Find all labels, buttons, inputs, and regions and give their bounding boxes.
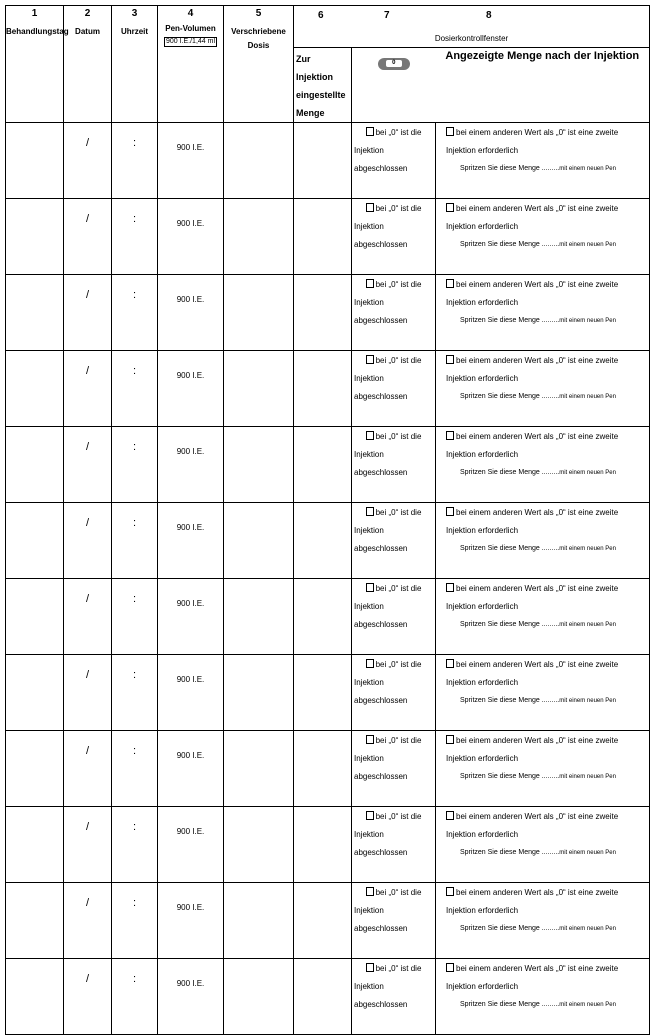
pen-volume-cell — [158, 959, 224, 1035]
col8-line3a: Spritzen Sie diese Menge ......... — [460, 241, 560, 248]
col7-line3: abgeschlossen — [354, 772, 408, 781]
time-cell[interactable] — [112, 123, 158, 199]
second-injection-checkbox[interactable] — [446, 355, 454, 364]
second-injection-checkbox[interactable] — [446, 659, 454, 668]
col7-line2: Injektion — [354, 678, 384, 687]
date-separator: / — [85, 441, 90, 453]
injection-complete-checkbox[interactable] — [366, 659, 374, 668]
treatment-day-cell[interactable] — [6, 199, 64, 275]
prescribed-dose-cell[interactable] — [224, 579, 294, 655]
table-row — [6, 807, 650, 883]
injection-complete-cell — [352, 959, 436, 1035]
col8-line1: bei einem anderen Wert als „0“ ist eine zweite — [456, 660, 619, 669]
pen-volume-value: 900 I.E. — [176, 599, 205, 608]
col8-line2: Injektion erforderlich — [446, 222, 519, 231]
injection-complete-checkbox[interactable] — [366, 963, 374, 972]
injection-complete-cell — [352, 351, 436, 427]
col8-line2: Injektion erforderlich — [446, 678, 519, 687]
time-cell[interactable] — [112, 579, 158, 655]
col8-line3b: mit einem neuen Pen — [559, 622, 616, 628]
pen-volume-value: 900 I.E. — [176, 827, 205, 836]
date-separator: / — [85, 365, 90, 377]
date-cell[interactable] — [64, 275, 112, 351]
prescribed-dose-cell[interactable] — [224, 275, 294, 351]
second-injection-cell — [436, 731, 650, 807]
treatment-day-cell[interactable] — [6, 655, 64, 731]
treatment-day-cell[interactable] — [6, 807, 64, 883]
treatment-day-cell[interactable] — [6, 503, 64, 579]
second-injection-checkbox[interactable] — [446, 887, 454, 896]
table-row — [6, 579, 650, 655]
set-amount-cell[interactable] — [294, 503, 352, 579]
date-cell[interactable] — [64, 199, 112, 275]
injection-complete-cell — [352, 427, 436, 503]
injection-complete-cell — [352, 731, 436, 807]
col8-line3b: mit einem neuen Pen — [559, 774, 616, 780]
second-injection-checkbox[interactable] — [446, 127, 454, 136]
pen-volume-value: 900 I.E. — [176, 979, 205, 988]
col7-line3: abgeschlossen — [354, 696, 408, 705]
col7-line3: abgeschlossen — [354, 924, 408, 933]
col3-label: Uhrzeit — [120, 27, 149, 36]
pen-window-value: 0 — [386, 60, 402, 67]
pen-volume-cell — [158, 807, 224, 883]
pen-volume-value: 900 I.E. — [176, 219, 205, 228]
col7-line1: bei „0“ ist die — [375, 432, 422, 441]
col7-line1: bei „0“ ist die — [375, 888, 422, 897]
col7-line1: bei „0“ ist die — [375, 736, 422, 745]
header-dosier-group — [294, 6, 650, 48]
pen-volume-value: 900 I.E. — [176, 295, 205, 304]
col4-number: 4 — [187, 8, 194, 19]
col7-line1: bei „0“ ist die — [375, 812, 422, 821]
injection-complete-checkbox[interactable] — [366, 355, 374, 364]
col8-line3a: Spritzen Sie diese Menge ......... — [460, 697, 560, 704]
table-row — [6, 351, 650, 427]
col7-line3: abgeschlossen — [354, 1000, 408, 1009]
prescribed-dose-cell[interactable] — [224, 123, 294, 199]
second-injection-checkbox[interactable] — [446, 583, 454, 592]
time-cell[interactable] — [112, 731, 158, 807]
col8-line2: Injektion erforderlich — [446, 982, 519, 991]
date-cell[interactable] — [64, 807, 112, 883]
time-separator: : — [132, 669, 137, 681]
col8-line3a: Spritzen Sie diese Menge ......... — [460, 469, 560, 476]
time-cell[interactable] — [112, 959, 158, 1035]
pen-volume-cell — [158, 123, 224, 199]
log-rows — [6, 123, 650, 1035]
col8-line1: bei einem anderen Wert als „0“ ist eine zweite — [456, 128, 619, 137]
date-cell[interactable] — [64, 579, 112, 655]
injection-complete-checkbox[interactable] — [366, 127, 374, 136]
col8-line1: bei einem anderen Wert als „0“ ist eine zweite — [456, 736, 619, 745]
time-cell[interactable] — [112, 807, 158, 883]
date-cell[interactable] — [64, 427, 112, 503]
col1-number: 1 — [31, 8, 38, 19]
date-separator: / — [85, 137, 90, 149]
header-col8-shown — [436, 48, 650, 123]
treatment-day-cell[interactable] — [6, 351, 64, 427]
pen-volume-value: 900 I.E. — [176, 143, 205, 152]
injection-complete-cell — [352, 807, 436, 883]
table-row — [6, 883, 650, 959]
time-cell[interactable] — [112, 351, 158, 427]
col8-line2: Injektion erforderlich — [446, 602, 519, 611]
col7-line3: abgeschlossen — [354, 620, 408, 629]
col7-line2: Injektion — [354, 374, 384, 383]
injection-complete-cell — [352, 579, 436, 655]
col8-line3a: Spritzen Sie diese Menge ......... — [460, 1001, 560, 1008]
set-amount-cell[interactable] — [294, 275, 352, 351]
header-col4 — [158, 6, 224, 123]
time-separator: : — [132, 365, 137, 377]
second-injection-checkbox[interactable] — [446, 279, 454, 288]
second-injection-checkbox[interactable] — [446, 431, 454, 440]
header-col6-sub — [294, 48, 352, 123]
col8-line3b: mit einem neuen Pen — [559, 470, 616, 476]
pen-volume-cell — [158, 579, 224, 655]
col8-line3b: mit einem neuen Pen — [559, 166, 616, 172]
col1-label: Behandlungstag — [6, 27, 69, 36]
col7-number: 7 — [384, 10, 390, 21]
col8-line3a: Spritzen Sie diese Menge ......... — [460, 773, 560, 780]
table-row — [6, 123, 650, 199]
treatment-day-cell[interactable] — [6, 731, 64, 807]
date-separator: / — [85, 289, 90, 301]
injection-complete-cell — [352, 883, 436, 959]
date-separator: / — [85, 517, 90, 529]
col7-line2: Injektion — [354, 526, 384, 535]
date-separator: / — [85, 213, 90, 225]
pen-dose-window-icon — [378, 58, 410, 70]
col7-line1: bei „0“ ist die — [375, 356, 422, 365]
col8-line1: bei einem anderen Wert als „0“ ist eine zweite — [456, 432, 619, 441]
table-row — [6, 199, 650, 275]
col8-line1: bei einem anderen Wert als „0“ ist eine zweite — [456, 508, 619, 517]
date-cell[interactable] — [64, 351, 112, 427]
time-separator: : — [132, 897, 137, 909]
date-cell[interactable] — [64, 655, 112, 731]
time-separator: : — [132, 213, 137, 225]
col8-line3b: mit einem neuen Pen — [559, 318, 616, 324]
col8-line3a: Spritzen Sie diese Menge ......... — [460, 317, 560, 324]
table-row — [6, 959, 650, 1035]
pen-volume-box: 900 I.E./1,44 ml — [165, 38, 216, 45]
injection-complete-checkbox[interactable] — [366, 811, 374, 820]
col7-line3: abgeschlossen — [354, 164, 408, 173]
second-injection-checkbox[interactable] — [446, 963, 454, 972]
second-injection-cell — [436, 275, 650, 351]
col7-line1: bei „0“ ist die — [375, 508, 422, 517]
col8-line2: Injektion erforderlich — [446, 374, 519, 383]
col7-line1: bei „0“ ist die — [375, 128, 422, 137]
col6-number: 6 — [318, 10, 324, 21]
col8-line1: bei einem anderen Wert als „0“ ist eine zweite — [456, 280, 619, 289]
second-injection-cell — [436, 655, 650, 731]
pen-volume-value: 900 I.E. — [176, 523, 205, 532]
col8-line1: bei einem anderen Wert als „0“ ist eine zweite — [456, 964, 619, 973]
col7-line3: abgeschlossen — [354, 316, 408, 325]
second-injection-checkbox[interactable] — [446, 203, 454, 212]
dosierkontrollfenster-title: Dosierkontrollfenster — [434, 34, 509, 43]
prescribed-dose-cell[interactable] — [224, 959, 294, 1035]
prescribed-dose-cell[interactable] — [224, 199, 294, 275]
col7-line1: bei „0“ ist die — [375, 584, 422, 593]
second-injection-checkbox[interactable] — [446, 735, 454, 744]
col8-line3b: mit einem neuen Pen — [559, 698, 616, 704]
pen-volume-value: 900 I.E. — [176, 675, 205, 684]
time-separator: : — [132, 821, 137, 833]
time-cell[interactable] — [112, 199, 158, 275]
pen-volume-cell — [158, 655, 224, 731]
col8-line3a: Spritzen Sie diese Menge ......... — [460, 849, 560, 856]
date-separator: / — [85, 973, 90, 985]
date-cell[interactable] — [64, 731, 112, 807]
treatment-day-cell[interactable] — [6, 427, 64, 503]
time-separator: : — [132, 289, 137, 301]
header-col3 — [112, 6, 158, 123]
set-amount-cell[interactable] — [294, 351, 352, 427]
time-separator: : — [132, 593, 137, 605]
second-injection-cell — [436, 351, 650, 427]
injection-complete-checkbox[interactable] — [366, 583, 374, 592]
pen-volume-value: 900 I.E. — [176, 751, 205, 760]
second-injection-checkbox[interactable] — [446, 507, 454, 516]
col8-line3a: Spritzen Sie diese Menge ......... — [460, 545, 560, 552]
col7-line3: abgeschlossen — [354, 544, 408, 553]
time-cell[interactable] — [112, 275, 158, 351]
col8-line2: Injektion erforderlich — [446, 754, 519, 763]
pen-volume-cell — [158, 351, 224, 427]
set-amount-cell[interactable] — [294, 807, 352, 883]
second-injection-cell — [436, 123, 650, 199]
time-cell[interactable] — [112, 503, 158, 579]
date-separator: / — [85, 593, 90, 605]
col8-number: 8 — [486, 10, 492, 21]
set-amount-cell[interactable] — [294, 579, 352, 655]
col3-number: 3 — [131, 8, 138, 19]
time-separator: : — [132, 745, 137, 757]
prescribed-dose-cell[interactable] — [224, 883, 294, 959]
col7-line3: abgeschlossen — [354, 240, 408, 249]
col2-number: 2 — [84, 8, 91, 19]
col7-line3: abgeschlossen — [354, 848, 408, 857]
time-separator: : — [132, 517, 137, 529]
second-injection-cell — [436, 959, 650, 1035]
col4-label: Pen-Volumen — [165, 24, 216, 33]
second-injection-cell — [436, 807, 650, 883]
col7-line2: Injektion — [354, 906, 384, 915]
col8-line2: Injektion erforderlich — [446, 526, 519, 535]
date-cell[interactable] — [64, 503, 112, 579]
treatment-day-cell[interactable] — [6, 123, 64, 199]
col6-sublabel: Zur Injektion eingestellte Menge — [296, 54, 346, 118]
table-row — [6, 275, 650, 351]
col8-line1: bei einem anderen Wert als „0“ ist eine zweite — [456, 888, 619, 897]
injection-complete-cell — [352, 123, 436, 199]
col8-line3a: Spritzen Sie diese Menge ......... — [460, 393, 560, 400]
angezeigte-menge-label: Angezeigte Menge nach der Injektion — [445, 50, 640, 62]
date-separator: / — [85, 821, 90, 833]
second-injection-cell — [436, 883, 650, 959]
col8-line3b: mit einem neuen Pen — [559, 1002, 616, 1008]
col8-line3b: mit einem neuen Pen — [559, 394, 616, 400]
col8-line2: Injektion erforderlich — [446, 298, 519, 307]
date-separator: / — [85, 897, 90, 909]
col7-line2: Injektion — [354, 830, 384, 839]
col7-line3: abgeschlossen — [354, 468, 408, 477]
col7-line3: abgeschlossen — [354, 392, 408, 401]
date-cell[interactable] — [64, 959, 112, 1035]
set-amount-cell[interactable] — [294, 883, 352, 959]
set-amount-cell[interactable] — [294, 655, 352, 731]
col8-line1: bei einem anderen Wert als „0“ ist eine zweite — [456, 584, 619, 593]
set-amount-cell[interactable] — [294, 123, 352, 199]
pen-volume-cell — [158, 503, 224, 579]
col8-line3a: Spritzen Sie diese Menge ......... — [460, 925, 560, 932]
col8-line2: Injektion erforderlich — [446, 146, 519, 155]
injection-complete-checkbox[interactable] — [366, 507, 374, 516]
col7-line1: bei „0“ ist die — [375, 660, 422, 669]
col8-line1: bei einem anderen Wert als „0“ ist eine zweite — [456, 812, 619, 821]
col7-line2: Injektion — [354, 602, 384, 611]
time-separator: : — [132, 973, 137, 985]
pen-volume-value: 900 I.E. — [176, 371, 205, 380]
injection-complete-cell — [352, 275, 436, 351]
col7-line2: Injektion — [354, 222, 384, 231]
time-separator: : — [132, 137, 137, 149]
pen-volume-cell — [158, 427, 224, 503]
col7-line1: bei „0“ ist die — [375, 964, 422, 973]
second-injection-cell — [436, 579, 650, 655]
injection-complete-checkbox[interactable] — [366, 279, 374, 288]
treatment-day-cell[interactable] — [6, 959, 64, 1035]
injection-complete-cell — [352, 199, 436, 275]
header-col7-pen — [352, 48, 436, 123]
col8-line3b: mit einem neuen Pen — [559, 546, 616, 552]
pen-volume-cell — [158, 199, 224, 275]
col7-line2: Injektion — [354, 754, 384, 763]
pen-volume-value: 900 I.E. — [176, 903, 205, 912]
header-col5 — [224, 6, 294, 123]
col8-line1: bei einem anderen Wert als „0“ ist eine zweite — [456, 204, 619, 213]
injection-complete-checkbox[interactable] — [366, 431, 374, 440]
injection-complete-checkbox[interactable] — [366, 203, 374, 212]
pen-volume-value: 900 I.E. — [176, 447, 205, 456]
col8-line3b: mit einem neuen Pen — [559, 926, 616, 932]
header-col1 — [6, 6, 69, 123]
header-col2 — [64, 6, 112, 123]
treatment-day-cell[interactable] — [6, 579, 64, 655]
date-separator: / — [85, 745, 90, 757]
col5-label-line2: Dosis — [247, 41, 270, 50]
table-row — [6, 655, 650, 731]
injection-complete-checkbox[interactable] — [366, 735, 374, 744]
table-row — [6, 503, 650, 579]
col8-line3a: Spritzen Sie diese Menge ......... — [460, 165, 560, 172]
table-row — [6, 731, 650, 807]
prescribed-dose-cell[interactable] — [224, 351, 294, 427]
time-cell[interactable] — [112, 883, 158, 959]
prescribed-dose-cell[interactable] — [224, 655, 294, 731]
date-cell[interactable] — [64, 123, 112, 199]
col8-line3b: mit einem neuen Pen — [559, 850, 616, 856]
set-amount-cell[interactable] — [294, 427, 352, 503]
treatment-day-cell[interactable] — [6, 883, 64, 959]
col5-number: 5 — [255, 8, 262, 19]
date-cell[interactable] — [64, 883, 112, 959]
time-cell[interactable] — [112, 427, 158, 503]
col2-label: Datum — [75, 27, 100, 36]
prescribed-dose-cell[interactable] — [224, 807, 294, 883]
col7-line1: bei „0“ ist die — [375, 204, 422, 213]
set-amount-cell[interactable] — [294, 959, 352, 1035]
pen-volume-cell — [158, 883, 224, 959]
col7-line1: bei „0“ ist die — [375, 280, 422, 289]
prescribed-dose-cell[interactable] — [224, 427, 294, 503]
col8-line2: Injektion erforderlich — [446, 906, 519, 915]
set-amount-cell[interactable] — [294, 199, 352, 275]
col7-line2: Injektion — [354, 298, 384, 307]
injection-complete-cell — [352, 503, 436, 579]
prescribed-dose-cell[interactable] — [224, 503, 294, 579]
col8-line3a: Spritzen Sie diese Menge ......... — [460, 621, 560, 628]
time-separator: : — [132, 441, 137, 453]
col7-line2: Injektion — [354, 146, 384, 155]
col8-line3b: mit einem neuen Pen — [559, 242, 616, 248]
pen-volume-cell — [158, 275, 224, 351]
col8-line1: bei einem anderen Wert als „0“ ist eine zweite — [456, 356, 619, 365]
date-separator: / — [85, 669, 90, 681]
col8-line2: Injektion erforderlich — [446, 450, 519, 459]
set-amount-cell[interactable] — [294, 731, 352, 807]
injection-log-table — [5, 5, 650, 1035]
table-row — [6, 427, 650, 503]
injection-complete-cell — [352, 655, 436, 731]
col5-label-line1: Verschriebene — [231, 27, 286, 36]
col7-line2: Injektion — [354, 982, 384, 991]
time-cell[interactable] — [112, 655, 158, 731]
treatment-day-cell[interactable] — [6, 275, 64, 351]
col8-line2: Injektion erforderlich — [446, 830, 519, 839]
second-injection-cell — [436, 199, 650, 275]
second-injection-cell — [436, 503, 650, 579]
injection-complete-checkbox[interactable] — [366, 887, 374, 896]
second-injection-cell — [436, 427, 650, 503]
col7-line2: Injektion — [354, 450, 384, 459]
prescribed-dose-cell[interactable] — [224, 731, 294, 807]
pen-volume-cell — [158, 731, 224, 807]
second-injection-checkbox[interactable] — [446, 811, 454, 820]
